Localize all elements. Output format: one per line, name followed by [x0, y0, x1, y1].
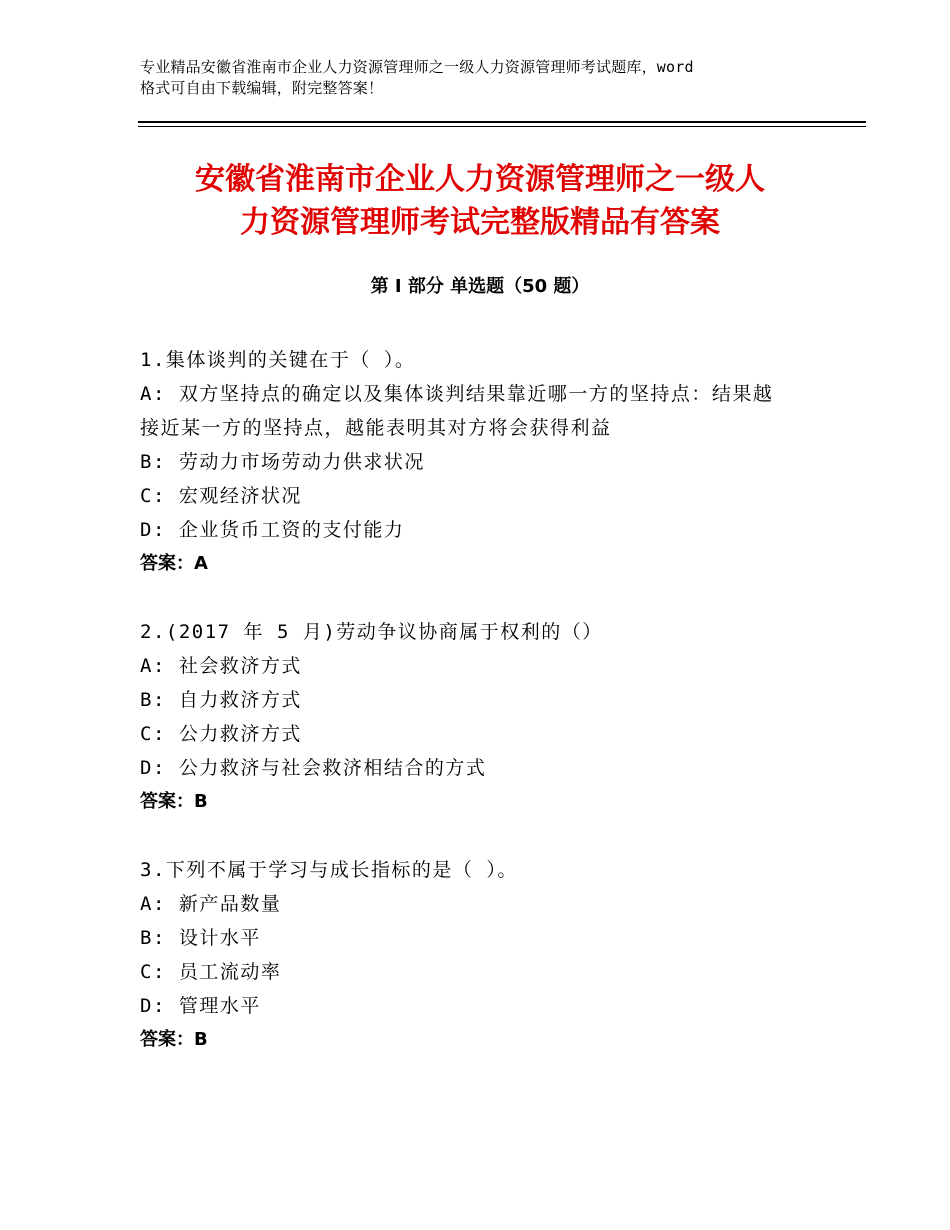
- question-1: [140, 343, 820, 581]
- answer: 答案：B: [140, 791, 208, 812]
- option-c: C: 宏观经济状况: [140, 485, 302, 507]
- option-b: B: 劳动力市场劳动力供求状况: [140, 451, 425, 473]
- header-divider-thin: [138, 126, 866, 127]
- section-heading: 第 I 部分 单选题（50 题）: [370, 276, 590, 297]
- question-list: [140, 343, 820, 1091]
- option-d: D: 企业货币工资的支付能力: [140, 519, 405, 541]
- question-2: [140, 615, 820, 819]
- answer: 答案：B: [140, 1029, 208, 1050]
- option-a: A: 双方坚持点的确定以及集体谈判结果靠近哪一方的坚持点：结果越: [140, 383, 774, 405]
- header-note: [140, 57, 840, 99]
- option-c: C: 公力救济方式: [140, 723, 302, 745]
- title-line: 安徽省淮南市企业人力资源管理师之一级人: [195, 162, 765, 197]
- header-note-line: 专业精品安徽省淮南市企业人力资源管理师之一级人力资源管理师考试题库，word: [140, 58, 694, 76]
- option-c: C: 员工流动率: [140, 961, 282, 983]
- option-a: A: 新产品数量: [140, 893, 282, 915]
- question-stem: 1.集体谈判的关键在于（ ）。: [140, 349, 416, 371]
- option-a-continued: 接近某一方的坚持点，越能表明其对方将会获得利益: [140, 417, 612, 439]
- option-b: B: 设计水平: [140, 927, 261, 949]
- document-title: [140, 158, 820, 244]
- title-line: 力资源管理师考试完整版精品有答案: [240, 205, 720, 240]
- option-d: D: 公力救济与社会救济相结合的方式: [140, 757, 487, 779]
- question-3: [140, 853, 820, 1057]
- answer: 答案：A: [140, 553, 208, 574]
- option-a: A: 社会救济方式: [140, 655, 302, 677]
- question-stem: 2.(2017 年 5 月)劳动争议协商属于权利的（）: [140, 621, 603, 643]
- header-note-line: 格式可自由下载编辑，附完整答案！: [140, 79, 384, 97]
- header-divider: [138, 121, 866, 123]
- option-d: D: 管理水平: [140, 995, 261, 1017]
- option-b: B: 自力救济方式: [140, 689, 302, 711]
- question-stem: 3.下列不属于学习与成长指标的是（ ）。: [140, 859, 518, 881]
